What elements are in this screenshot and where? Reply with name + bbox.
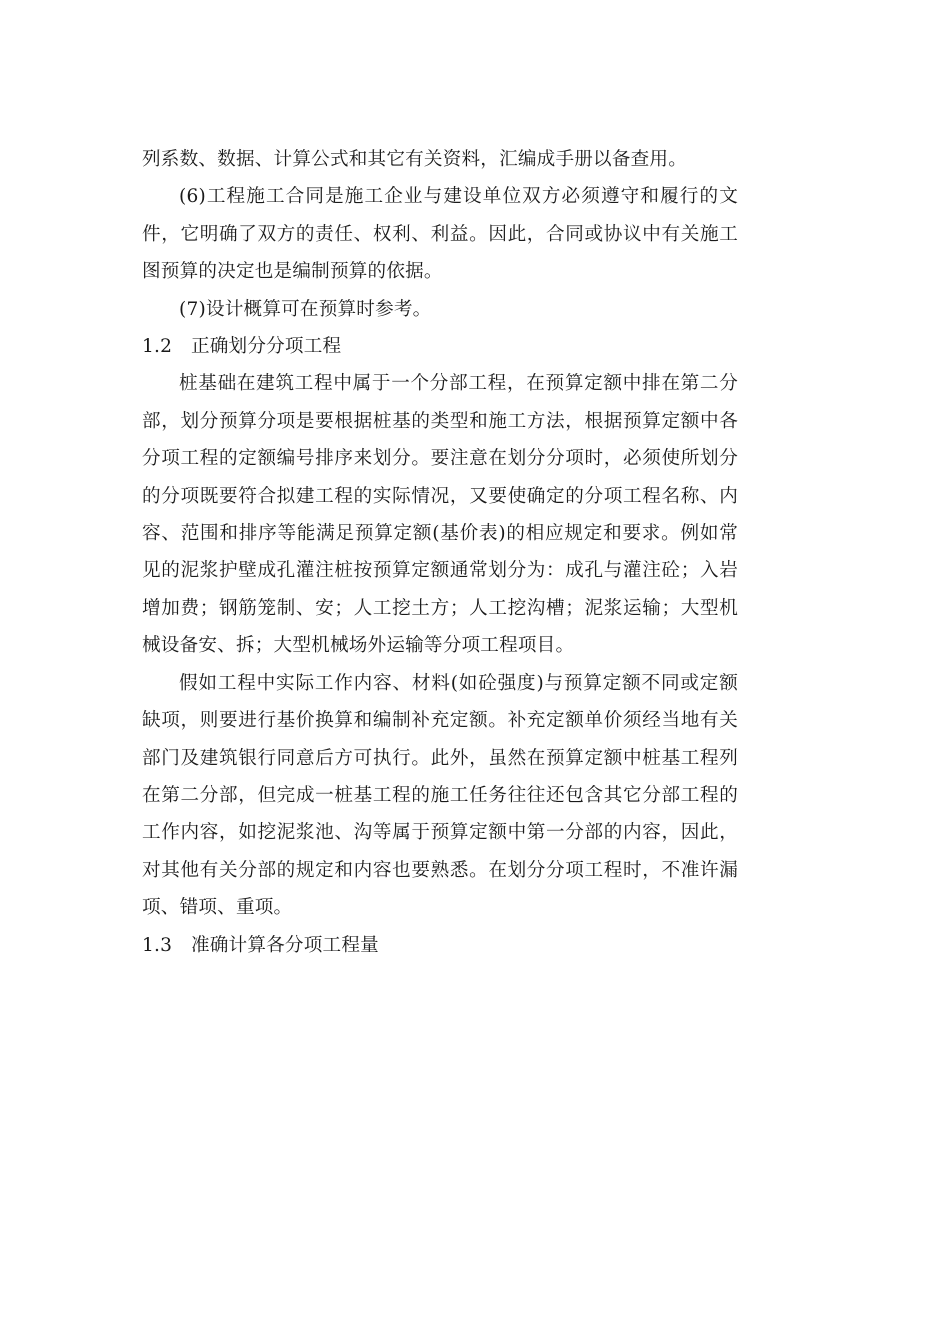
paragraph-pile-foundation: 桩基础在建筑工程中属于一个分部工程，在预算定额中排在第二分部，划分预算分项是要根据桩基的类型和施工方法，根据预算定额中各分项工程的定额编号排序来划分。要注意在划分分项时，必须使所划分的分项既要符合拟建工程的实际情况，又要使确定的分项工程名称、内容、范围和排序等能满足预算定额(基价表)的相应规定和要求。例如常见的泥浆护壁成孔灌注桩按预算定额通常划分为：成孔与灌注砼；入岩增加费；钢筋笼制、安；人工挖土方；人工挖沟槽；泥浆运输；大型机械设备安、拆；大型机械场外运输等分项工程项目。 bbox=[142, 373, 738, 657]
paragraph-item-6: (6)工程施工合同是施工企业与建设单位双方必须遵守和履行的文件，它明确了双方的责任、权利、利益。因此，合同或协议中有关施工图预算的决定也是编制预算的依据。 bbox=[142, 186, 738, 283]
section-heading-1-2: 1.2 正确划分分项工程 bbox=[142, 336, 342, 358]
section-heading-1-3: 1.3 准确计算各分项工程量 bbox=[142, 934, 379, 956]
paragraph-continuation: 列系数、数据、计算公式和其它有关资料，汇编成手册以备查用。 bbox=[142, 149, 688, 170]
paragraph-price-conversion: 假如工程中实际工作内容、材料(如砼强度)与预算定额不同或定额缺项，则要进行基价换算和编制补充定额。补充定额单价须经当地有关部门及建筑银行同意后方可执行。此外，虽然在预算定额中桩基工程列在第二分部，但完成一桩基工程的施工任务往往还包含其它分部工程的工作内容，如挖泥浆池、沟等属于预算定额中第一分部的内容，因此，对其他有关分部的规定和内容也要熟悉。在划分分项工程时，不准许漏项、错项、重项。 bbox=[142, 672, 738, 919]
paragraph-item-7: (7)设计概算可在预算时参考。 bbox=[179, 298, 432, 320]
document-page bbox=[142, 141, 738, 964]
